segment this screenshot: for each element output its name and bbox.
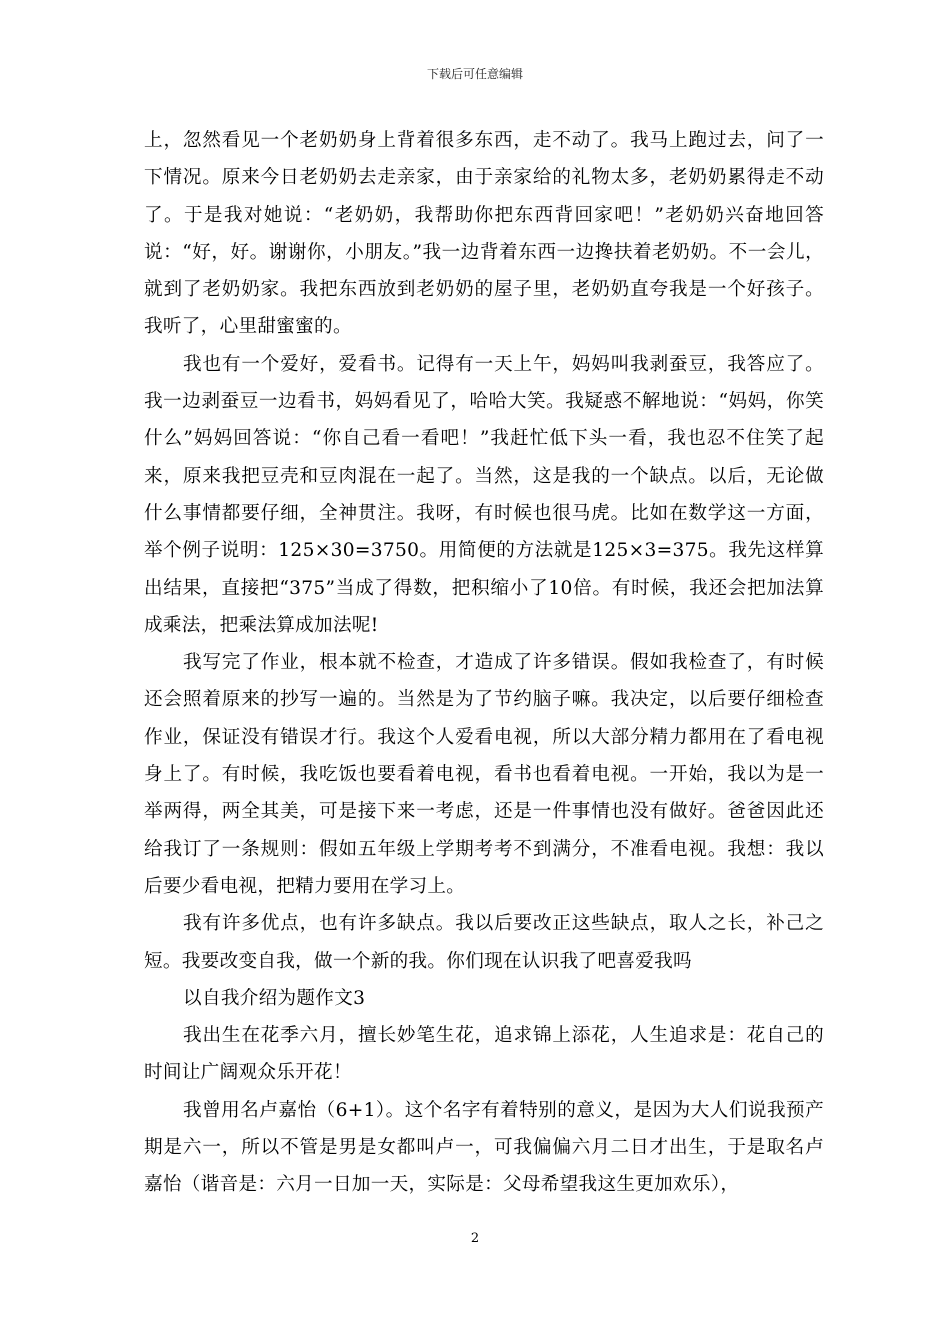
paragraph-5: 我出生在花季六月，擅长妙笔生花，追求锦上添花，人生追求是：花自己的时间让广阔观众乐开花！ bbox=[144, 1025, 824, 1084]
page-header: 下载后可任意编辑 bbox=[426, 67, 523, 81]
essay-title: 以自我介绍为题作文3 bbox=[183, 987, 366, 1009]
page-number: 2 bbox=[470, 1231, 480, 1246]
paragraph-3: 我写完了作业，根本就不检查，才造成了许多错误。假如我检查了，有时候还会照着原来的抄写一遍的。当然是为了节约脑子嘛。我决定，以后要仔细检查作业，保证没有错误才行。我这个人爱看电视，所以大部分精力都用在了看电视身上了。有时候，我吃饭也要看着电视，看书也看着电视。一开始，我以为是一举两得，两全其美，可是接下来一考虑，还是一件事情也没有做好。爸爸因此还给我订了一条规则：假如五年级上学期考考不到满分，不准看电视。我想：我以后要少看电视，把精力要用在学习上。 bbox=[144, 652, 824, 897]
paragraph-2: 我也有一个爱好，爱看书。记得有一天上午，妈妈叫我剥蚕豆，我答应了。我一边剥蚕豆一边看书，妈妈看见了，哈哈大笑。我疑惑不解地说：“妈妈，你笑什么”妈妈回答说：“你自己看一看吧！”我赶忙低下头一看，我也忍不住笑了起来，原来我把豆壳和豆肉混在一起了。当然，这是我的一个缺点。以后，无论做什么事情都要仔细，全神贯注。我呀，有时候也很马虎。比如在数学这一方面，举个例子说明：125×30=3750。用简便的方法就是125×3=375。我先这样算出结果，直接把“375”当成了得数，把积缩小了10倍。有时候，我还会把加法算成乘法，把乘法算成加法呢! bbox=[144, 353, 824, 636]
paragraph-1: 上，忽然看见一个老奶奶身上背着很多东西，走不动了。我马上跑过去，问了一下情况。原来今日老奶奶去走亲家，由于亲家给的礼物太多，老奶奶累得走不动了。于是我对她说：“老奶奶，我帮助你把东西背回家吧！”老奶奶兴奋地回答说：“好，好。谢谢你，小朋友。”我一边背着东西一边搀扶着老奶奶。不一会儿，就到了老奶奶家。我把东西放到老奶奶的屋子里，老奶奶直夸我是一个好孩子。我听了，心里甜蜜蜜的。 bbox=[144, 130, 824, 338]
paragraph-6: 我曾用名卢嘉怡（6+1）。这个名字有着特别的意义，是因为大人们说我预产期是六一，所以不管是男是女都叫卢一，可我偏偏六月二日才出生，于是取名卢嘉怡（谐音是：六月一日加一天，实际是：父母希望我这生更加欢乐）， bbox=[144, 1099, 824, 1196]
paragraph-4: 我有许多优点，也有许多缺点。我以后要改正这些缺点，取人之长，补己之短。我要改变自我，做一个新的我。你们现在认识我了吧喜爱我吗 bbox=[144, 913, 824, 972]
document-body bbox=[144, 122, 824, 1204]
